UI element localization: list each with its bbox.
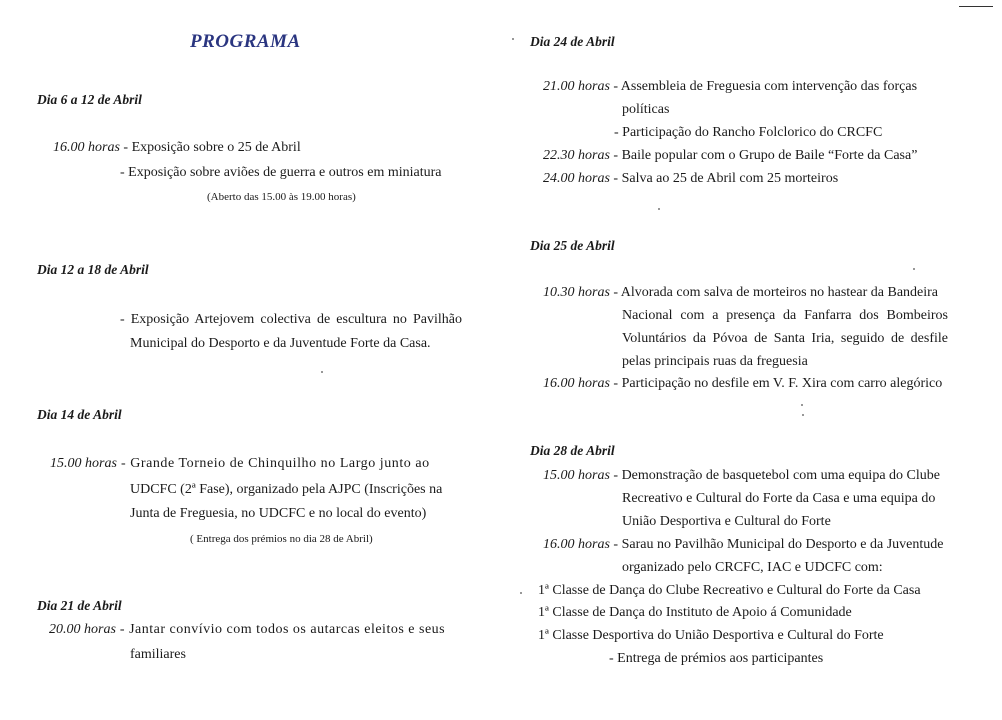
schedule-line <box>50 456 460 472</box>
schedule-line: UDCFC (2ª Fase), organizado pela AJPC (Inscrições na <box>130 482 443 497</box>
day-heading: Dia 28 de Abril <box>530 443 615 458</box>
schedule-line <box>543 285 938 301</box>
time-label: 15.00 horas <box>50 456 117 471</box>
scan-speck <box>321 371 323 373</box>
time-label: 22.30 horas <box>543 148 610 163</box>
schedule-line: 1ª Classe de Dança do Instituto de Apoio á Comunidade <box>538 605 852 620</box>
schedule-note: ( Entrega dos prémios no dia 28 de Abril) <box>190 533 373 545</box>
schedule-line: organizado pelo CRCFC, IAC e UDCFC com: <box>622 560 883 575</box>
schedule-line: - Exposição Artejovem colectiva de escultura no Pavilhão <box>120 312 462 327</box>
schedule-line: Recreativo e Cultural do Forte da Casa e uma equipa do <box>622 491 936 506</box>
schedule-note: (Aberto das 15.00 às 19.00 horas) <box>207 191 356 203</box>
schedule-line <box>543 171 838 187</box>
event-text: - Salva ao 25 de Abril com 25 morteiros <box>609 171 839 186</box>
day-heading: Dia 12 a 18 de Abril <box>37 262 149 277</box>
schedule-line: Voluntários da Póvoa de Santa Iria, seguido de desfile <box>622 331 948 346</box>
schedule-line <box>53 140 301 156</box>
page-title: PROGRAMA <box>190 31 301 52</box>
schedule-line <box>543 537 944 553</box>
event-text: - Assembleia de Freguesia com intervenção das forças <box>609 79 918 94</box>
time-label: 21.00 horas <box>543 79 610 94</box>
time-label: 24.00 horas <box>543 171 610 186</box>
schedule-line: Junta de Freguesia, no UDCFC e no local do evento) <box>130 506 427 521</box>
schedule-line: Nacional com a presença da Fanfarra dos Bombeiros <box>622 308 948 323</box>
day-heading: Dia 21 de Abril <box>37 598 122 613</box>
event-text: - Jantar convívio com todos os autarcas eleitos e seus <box>115 622 446 637</box>
event-text: - Sarau no Pavilhão Municipal do Desporto e da Juventude <box>609 537 944 552</box>
schedule-line: - Entrega de prémios aos participantes <box>609 651 824 666</box>
schedule-line: 1ª Classe Desportiva do União Desportiva e Cultural do Forte <box>538 628 884 643</box>
event-text: - Participação no desfile em V. F. Xira com carro alegórico <box>609 376 943 391</box>
day-heading: Dia 25 de Abril <box>530 238 615 253</box>
schedule-line: - Exposição sobre aviões de guerra e outros em miniatura <box>120 165 442 180</box>
scan-speck <box>913 268 915 270</box>
schedule-line <box>543 468 940 484</box>
schedule-line: - Participação do Rancho Folclorico do CRCFC <box>614 125 883 140</box>
schedule-line <box>543 79 917 95</box>
scan-speck <box>512 38 514 40</box>
scan-speck <box>658 208 660 210</box>
event-text: - Grande Torneio de Chinquilho no Largo junto ao <box>116 456 430 471</box>
schedule-line: Municipal do Desporto e da Juventude Forte da Casa. <box>130 336 431 351</box>
schedule-line <box>49 622 445 638</box>
day-heading: Dia 24 de Abril <box>530 34 615 49</box>
scan-speck <box>801 404 803 406</box>
time-label: 10.30 horas <box>543 285 610 300</box>
schedule-line: políticas <box>622 102 670 117</box>
scan-speck <box>520 592 522 594</box>
time-label: 15.00 horas <box>543 468 610 483</box>
schedule-line: União Desportiva e Cultural do Forte <box>622 514 831 529</box>
time-label: 20.00 horas <box>49 622 116 637</box>
event-text: - Exposição sobre o 25 de Abril <box>119 140 301 155</box>
event-text: - Alvorada com salva de morteiros no hastear da Bandeira <box>609 285 939 300</box>
schedule-line <box>543 148 917 164</box>
schedule-line: pelas principais ruas da freguesia <box>622 354 808 369</box>
event-text: - Demonstração de basquetebol com uma equipa do Clube <box>609 468 940 483</box>
scan-speck <box>802 414 804 416</box>
time-label: 16.00 horas <box>53 140 120 155</box>
day-heading: Dia 14 de Abril <box>37 407 122 422</box>
schedule-line: 1ª Classe de Dança do Clube Recreativo e Cultural do Forte da Casa <box>538 583 921 598</box>
event-text: - Baile popular com o Grupo de Baile “Forte da Casa” <box>609 148 918 163</box>
schedule-line <box>543 376 942 392</box>
day-heading: Dia 6 a 12 de Abril <box>37 92 142 107</box>
time-label: 16.00 horas <box>543 376 610 391</box>
schedule-line: familiares <box>130 647 186 662</box>
scan-edge-mark <box>959 6 993 7</box>
time-label: 16.00 horas <box>543 537 610 552</box>
